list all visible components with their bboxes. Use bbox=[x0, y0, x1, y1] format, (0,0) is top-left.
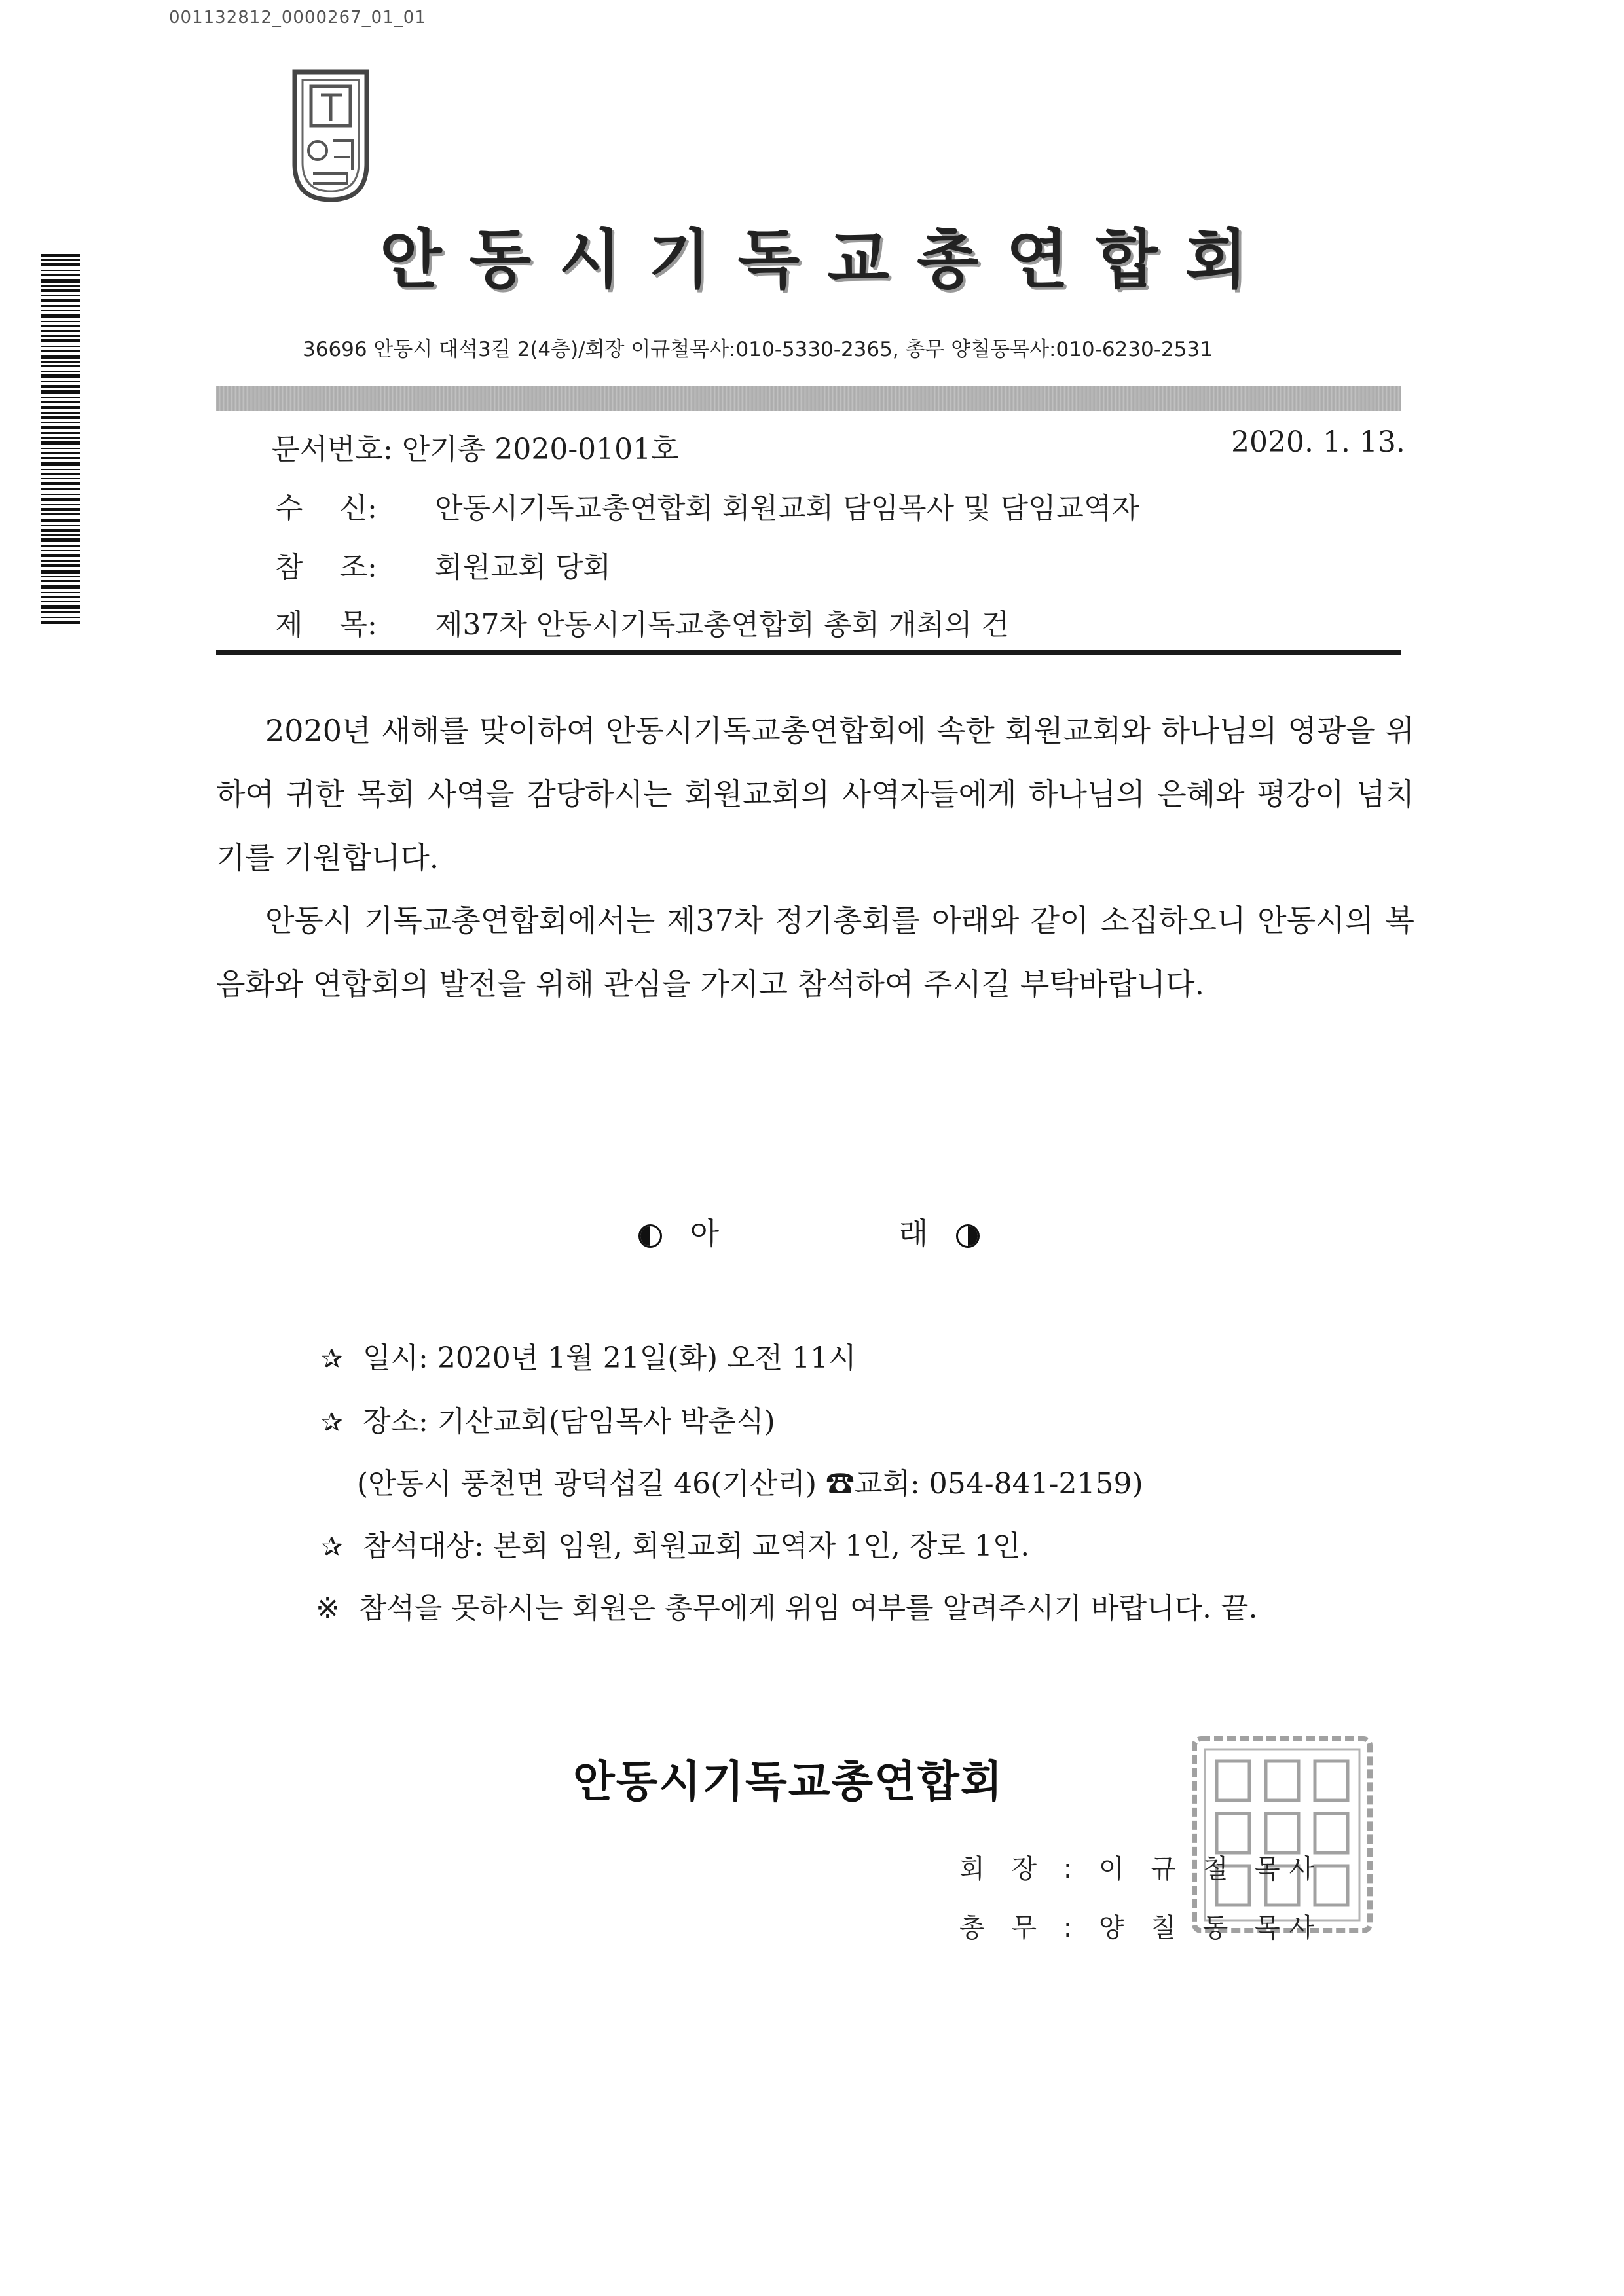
detail-place-row bbox=[321, 1398, 775, 1440]
telephone-icon: ☎ bbox=[825, 1467, 855, 1501]
doc-date: 2020. 1. 13. bbox=[1231, 426, 1405, 459]
doc-number-label: 문서번호: bbox=[272, 433, 393, 466]
star-bullet-icon: ✰ bbox=[321, 1344, 343, 1374]
detail-attendees: 참석대상: 본회 임원, 회원교회 교역자 1인, 장로 1인. bbox=[363, 1529, 1030, 1563]
org-title: 안동시기독교총연합회 bbox=[380, 223, 1275, 297]
detail-note: 참석을 못하시는 회원은 총무에게 위임 여부를 알려주시기 바랍니다. 끝. bbox=[359, 1592, 1258, 1625]
doc-number-row bbox=[272, 426, 679, 467]
signature-org: 안동시기독교총연합회 bbox=[573, 1757, 1004, 1807]
barcode-image bbox=[41, 254, 80, 627]
detail-place-phone: 교회: 054-841-2159) bbox=[854, 1467, 1143, 1501]
reference-value: 회원교회 당회 bbox=[435, 551, 612, 584]
header-divider bbox=[216, 650, 1401, 655]
doc-number: 안기총 2020-0101호 bbox=[401, 433, 679, 466]
detail-place-address-row bbox=[357, 1460, 1143, 1502]
subject-value: 제37차 안동시기독교총연합회 총회 개최의 건 bbox=[435, 608, 1010, 642]
recipient-label: 수 신: bbox=[275, 492, 377, 525]
top-seal-image bbox=[282, 65, 380, 206]
subject-label: 제 목: bbox=[275, 608, 377, 642]
detail-place-address: (안동시 풍천면 광덕섭길 46(기산리) bbox=[357, 1467, 826, 1501]
reference-label: 참 조: bbox=[275, 551, 377, 584]
notice-word-left: 아 bbox=[690, 1216, 720, 1251]
recipient-row bbox=[275, 484, 1139, 526]
half-circle-left-icon bbox=[638, 1224, 662, 1248]
reference-row bbox=[275, 543, 611, 585]
header-band bbox=[216, 386, 1401, 411]
recipient-value: 안동시기독교총연합회 회원교회 담임목사 및 담임교역자 bbox=[435, 492, 1140, 525]
notice-heading bbox=[638, 1210, 980, 1253]
detail-datetime-row bbox=[321, 1334, 857, 1376]
detail-note-row bbox=[316, 1584, 1257, 1626]
detail-attendees-row bbox=[321, 1522, 1029, 1564]
star-bullet-icon: ✰ bbox=[321, 1532, 343, 1562]
signature-president: 회 장 : 이 규 철 목사 bbox=[959, 1854, 1324, 1884]
subject-row bbox=[275, 601, 1009, 643]
reference-mark-icon: ※ bbox=[316, 1592, 340, 1625]
notice-word-right: 래 bbox=[898, 1216, 929, 1251]
scan-id: 001132812_0000267_01_01 bbox=[169, 8, 426, 27]
body-paragraph-2: 안동시 기독교총연합회에서는 제37차 정기총회를 아래와 같이 소집하오니 안동시의 복음화와 연합회의 발전을 위해 관심을 가지고 참석하여 주시길 부탁바랍니다. bbox=[216, 903, 1414, 1002]
org-address: 36696 안동시 대석3길 2(4층)/회장 이규철목사:010-5330-2365, 총무 양칠동목사:010-6230-2531 bbox=[303, 338, 1213, 361]
signature-secretary: 총 무 : 양 칠 동 목사 bbox=[959, 1913, 1324, 1943]
official-seal-image bbox=[1190, 1735, 1374, 1935]
detail-datetime: 일시: 2020년 1월 21일(화) 오전 11시 bbox=[363, 1341, 857, 1375]
star-bullet-icon: ✰ bbox=[321, 1408, 343, 1438]
body-paragraph-1: 2020년 새해를 맞이하여 안동시기독교총연합회에 속한 회원교회와 하나님의 영광을 위하여 귀한 목회 사역을 감당하시는 회원교회의 사역자들에게 하나님의 은혜와 평강이 넘치기를 기원합니다. bbox=[216, 713, 1414, 875]
detail-place: 장소: 기산교회(담임목사 박춘식) bbox=[363, 1405, 775, 1438]
half-circle-right-icon bbox=[956, 1224, 980, 1248]
